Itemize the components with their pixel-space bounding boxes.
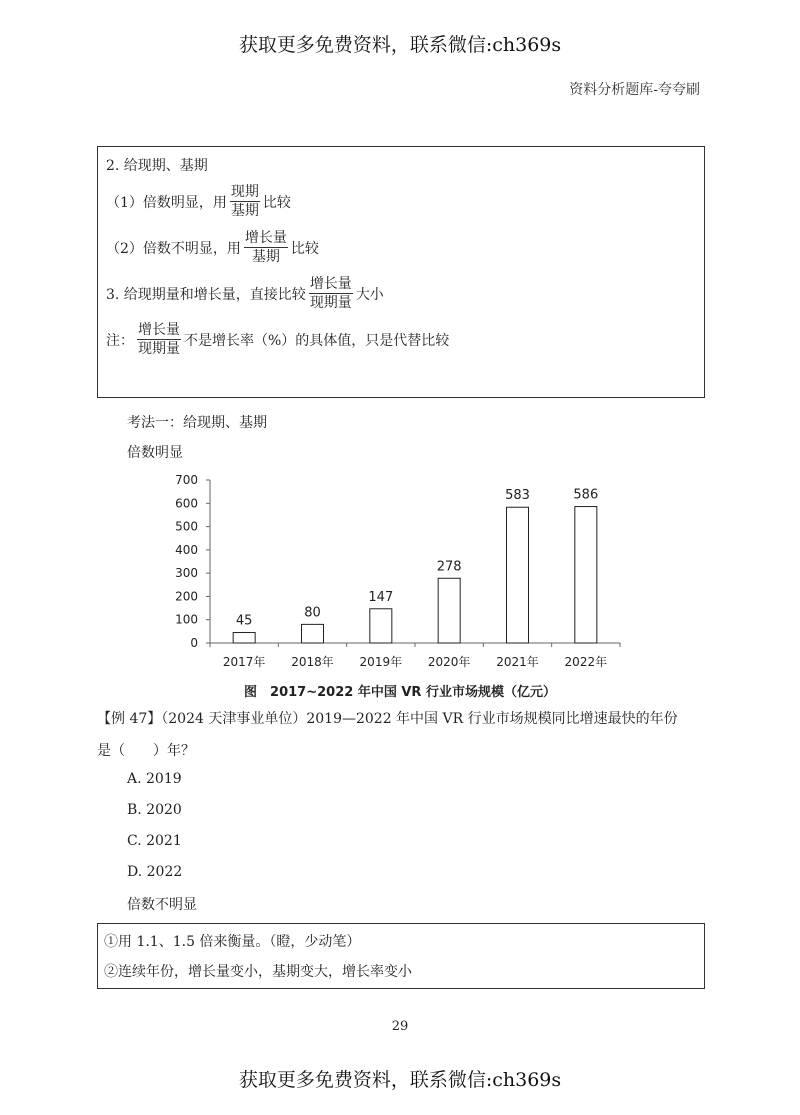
y-tick-label: 0 xyxy=(190,636,198,650)
data-label: 80 xyxy=(304,605,321,621)
fraction-denominator: 现期量 xyxy=(138,341,180,357)
obvious-heading: 倍数明显 xyxy=(127,445,183,461)
data-label: 586 xyxy=(573,487,599,503)
fraction-denominator: 基期 xyxy=(230,203,259,219)
note-suffix: 不是增长率（%）的具体值，只是代替比较 xyxy=(184,332,450,349)
question-line-1: 【例 47】（2024 天津事业单位）2019—2022 年中国 VR 行业市场规模同比增速最快的年份 xyxy=(97,711,678,727)
fraction-denominator: 基期 xyxy=(251,249,280,265)
summary-box xyxy=(97,146,705,398)
y-tick-label: 400 xyxy=(175,542,198,557)
y-tick-label: 700 xyxy=(175,473,198,487)
not-obvious-heading: 倍数不明显 xyxy=(127,897,197,913)
note-prefix: 注： xyxy=(106,332,134,349)
rule-3-prefix: 3. 给现期量和增长量，直接比较 xyxy=(106,286,306,303)
rule-2 xyxy=(106,230,319,265)
option-b: B. 2020 xyxy=(127,802,182,818)
rule-2-suffix: 比较 xyxy=(290,240,319,257)
fraction-growth-over-base xyxy=(244,230,288,265)
rule-1-prefix: （1）倍数明显，用 xyxy=(106,194,227,211)
x-tick-label: 2018年 xyxy=(291,655,334,669)
rule-1-suffix: 比较 xyxy=(262,194,291,211)
option-d: D. 2022 xyxy=(127,864,183,880)
bar-2022年 xyxy=(575,507,597,643)
y-tick-label: 200 xyxy=(175,589,198,604)
y-tick-label: 300 xyxy=(175,566,198,581)
bar-2019年 xyxy=(370,609,392,643)
x-tick-label: 2020年 xyxy=(427,655,471,669)
option-c: C. 2021 xyxy=(127,833,182,849)
bar-2018年 xyxy=(302,624,324,643)
note xyxy=(106,322,449,357)
fraction-current-over-base xyxy=(230,184,260,219)
y-tick-label: 600 xyxy=(175,496,198,511)
tips-box xyxy=(97,923,705,989)
tip-line-2: ②连续年份，增长量变小，基期变大，增长率变小 xyxy=(104,964,412,980)
x-tick-label: 2021年 xyxy=(496,655,539,669)
x-tick-label: 2019年 xyxy=(359,655,403,669)
data-label: 45 xyxy=(235,613,253,629)
page-number: 29 xyxy=(391,1019,409,1034)
chart-title: 图 2017~2022 年中国 VR 行业市场规模（亿元） xyxy=(244,685,556,700)
rule-1 xyxy=(106,184,291,219)
fraction-numerator: 增长量 xyxy=(309,276,352,292)
bar-chart xyxy=(0,460,800,710)
fraction-numerator: 增长量 xyxy=(244,230,287,246)
fraction-numerator: 现期 xyxy=(230,184,259,200)
bottom-banner: 获取更多免费资料，联系微信:ch369s xyxy=(238,1069,562,1091)
question-line-2: 是（ ）年？ xyxy=(97,743,195,759)
rule-3 xyxy=(106,276,384,311)
rule-3-suffix: 大小 xyxy=(355,286,384,303)
data-label: 583 xyxy=(505,488,530,504)
option-a: A. 2019 xyxy=(127,771,182,787)
x-tick-label: 2017年 xyxy=(222,655,266,669)
rule-2-prefix: （2）倍数不明显，用 xyxy=(106,240,241,257)
data-label: 147 xyxy=(368,589,394,605)
box-title: 2. 给现期、基期 xyxy=(106,158,208,174)
fraction-numerator: 增长量 xyxy=(138,322,180,338)
bar-2020年 xyxy=(438,578,460,643)
method-heading: 考法一：给现期、基期 xyxy=(127,415,267,431)
y-tick-label: 500 xyxy=(175,519,198,534)
top-banner: 获取更多免费资料，联系微信:ch369s xyxy=(238,34,562,56)
bar-2021年 xyxy=(507,507,529,643)
fraction-note xyxy=(137,322,181,357)
bar-2017年 xyxy=(233,633,255,643)
x-tick-label: 2022年 xyxy=(564,655,608,669)
data-label: 278 xyxy=(436,559,462,575)
y-tick-label: 100 xyxy=(175,612,198,627)
fraction-denominator: 现期量 xyxy=(309,295,352,311)
header-subtitle: 资料分析题库-夸夸刷 xyxy=(569,82,700,98)
tip-line-1: ①用 1.1、1.5 倍来衡量。（瞪，少动笔） xyxy=(104,934,361,950)
fraction-growth-over-current xyxy=(309,276,353,311)
